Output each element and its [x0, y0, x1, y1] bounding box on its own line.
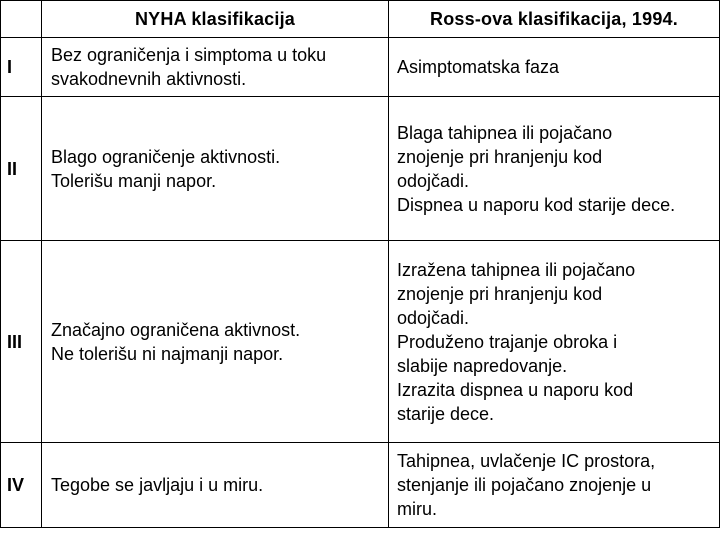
table-row [1, 241, 720, 443]
nyha-line: Tegobe se javljaju i u miru. [51, 475, 264, 495]
ross-line: znojenje pri hranjenju kod [397, 283, 603, 304]
class-label: II [1, 97, 42, 241]
class-label: I [1, 38, 42, 97]
ross-line: znojenje pri hranjenju kod [397, 146, 603, 167]
ross-line: Produženo trajanje obroka i [397, 331, 618, 352]
ross-line: slabije napredovanje. [397, 355, 568, 376]
class-label: III [1, 241, 42, 443]
nyha-line: svakodnevnih aktivnosti. [51, 69, 247, 89]
nyha-description [42, 97, 389, 241]
table-header-row [1, 1, 720, 38]
nyha-line: Ne tolerišu ni najmanji napor. [51, 343, 284, 364]
ross-line: stenjanje ili pojačano znojenje u [397, 475, 652, 495]
ross-description [389, 38, 720, 97]
ross-line: Blaga tahipnea ili pojačano [397, 122, 613, 143]
ross-line: miru. [397, 499, 437, 519]
header-ross: Ross-ova klasifikacija, 1994. [389, 1, 720, 38]
ross-line: odojčadi. [397, 170, 470, 191]
ross-line: Dispnea u naporu kod starije dece. [397, 194, 676, 215]
nyha-line: Bez ograničenja i simptoma u toku [51, 45, 327, 65]
ross-description [389, 241, 720, 443]
ross-line: odojčadi. [397, 307, 470, 328]
header-class-cell [1, 1, 42, 38]
nyha-line: Tolerišu manji napor. [51, 170, 217, 191]
ross-line: starije dece. [397, 403, 495, 424]
ross-line: Izražena tahipnea ili pojačano [397, 259, 636, 280]
nyha-line: Značajno ograničena aktivnost. [51, 319, 301, 340]
table-row [1, 97, 720, 241]
nyha-line: Blago ograničenje aktivnosti. [51, 146, 281, 167]
ross-description [389, 443, 720, 528]
ross-line: Asimptomatska faza [397, 57, 560, 77]
header-nyha: NYHA klasifikacija [42, 1, 389, 38]
nyha-description [42, 241, 389, 443]
table-row [1, 38, 720, 97]
ross-line: Tahipnea, uvlačenje IC prostora, [397, 451, 656, 471]
ross-description [389, 97, 720, 241]
ross-line: Izrazita dispnea u naporu kod [397, 379, 634, 400]
nyha-description [42, 443, 389, 528]
nyha-description [42, 38, 389, 97]
table-row [1, 443, 720, 528]
class-label: IV [1, 443, 42, 528]
